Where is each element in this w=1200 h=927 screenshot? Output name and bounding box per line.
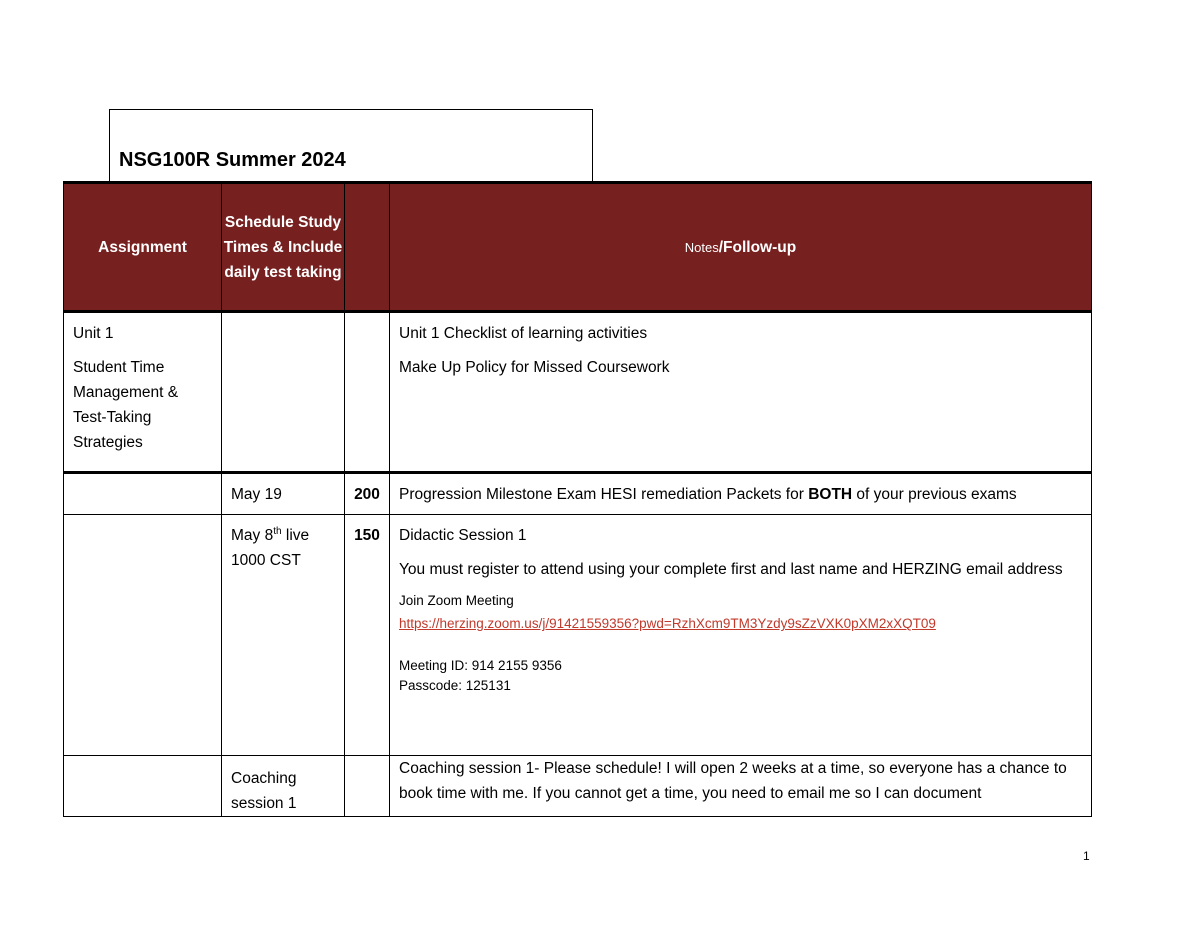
schedule-table: [63, 181, 1092, 817]
schedule-cell: [222, 515, 345, 756]
milestone-text-end: of your previous exams: [852, 486, 1017, 503]
header-schedule: Schedule Study Times & Include daily test taking: [222, 183, 345, 312]
zoom-meeting-link[interactable]: https://herzing.zoom.us/j/91421559356?pwd=RzhXcm9TM3Yzdy9sZzVXK0pXM2xXQT09: [399, 616, 936, 631]
header-notes-prefix: Notes: [684, 239, 719, 255]
notes-cell: [390, 515, 1092, 756]
meeting-passcode: Passcode: 125131: [399, 678, 511, 693]
makeup-policy: Make Up Policy for Missed Coursework: [399, 359, 670, 376]
schedule-time: 1000 CST: [231, 552, 301, 569]
assignment-cell: [64, 756, 222, 817]
points-value: 200: [354, 486, 380, 503]
register-instructions: You must register to attend using your complete first and last name and HERZING email address: [399, 561, 1063, 578]
unit-topic: Student Time Management & Test-Taking Strategies: [73, 359, 179, 451]
table-row: [64, 473, 1092, 515]
assignment-cell: [64, 515, 222, 756]
header-assignment: Assignment: [64, 183, 222, 312]
notes-cell: [390, 312, 1092, 473]
unit-checklist: Unit 1 Checklist of learning activities: [399, 325, 648, 342]
schedule-cell: [222, 756, 345, 817]
header-notes: [390, 183, 1092, 312]
schedule-date-suffix: th: [273, 525, 282, 537]
points-value: 150: [354, 527, 380, 544]
zoom-join-label: Join Zoom Meeting: [399, 593, 514, 608]
page-number: 1: [1083, 849, 1090, 863]
coaching-notes: Coaching session 1- Please schedule! I will open 2 weeks at a time, so everyone has a chance to book time with me. If you cannot get a time, you need to email me so I can document: [399, 760, 1067, 802]
table-header-row: [64, 183, 1092, 312]
table-row: [64, 515, 1092, 756]
title-box: [109, 109, 593, 181]
meeting-id: Meeting ID: 914 2155 9356: [399, 658, 562, 673]
coaching-label: Coaching session 1: [231, 770, 297, 812]
schedule-date: May 19: [231, 486, 282, 503]
notes-cell: [390, 756, 1092, 817]
points-cell: [345, 515, 390, 756]
document-title: NSG100R Summer 2024: [119, 149, 346, 171]
unit-label: Unit 1: [73, 325, 114, 342]
points-cell: [345, 473, 390, 515]
assignment-cell: [64, 312, 222, 473]
header-points: [345, 183, 390, 312]
points-cell: [345, 756, 390, 817]
schedule-cell: [222, 312, 345, 473]
schedule-live: live: [281, 527, 310, 544]
assignment-cell: [64, 473, 222, 515]
table-row: [64, 312, 1092, 473]
header-notes-suffix: /Follow-up: [718, 238, 797, 256]
table-row: [64, 756, 1092, 817]
points-cell: [345, 312, 390, 473]
notes-cell: [390, 473, 1092, 515]
didactic-heading: Didactic Session 1: [399, 527, 527, 544]
schedule-cell: [222, 473, 345, 515]
schedule-date: May 8: [231, 527, 274, 544]
milestone-bold: BOTH: [808, 486, 853, 503]
milestone-text: Progression Milestone Exam HESI remediation Packets for: [399, 486, 809, 503]
